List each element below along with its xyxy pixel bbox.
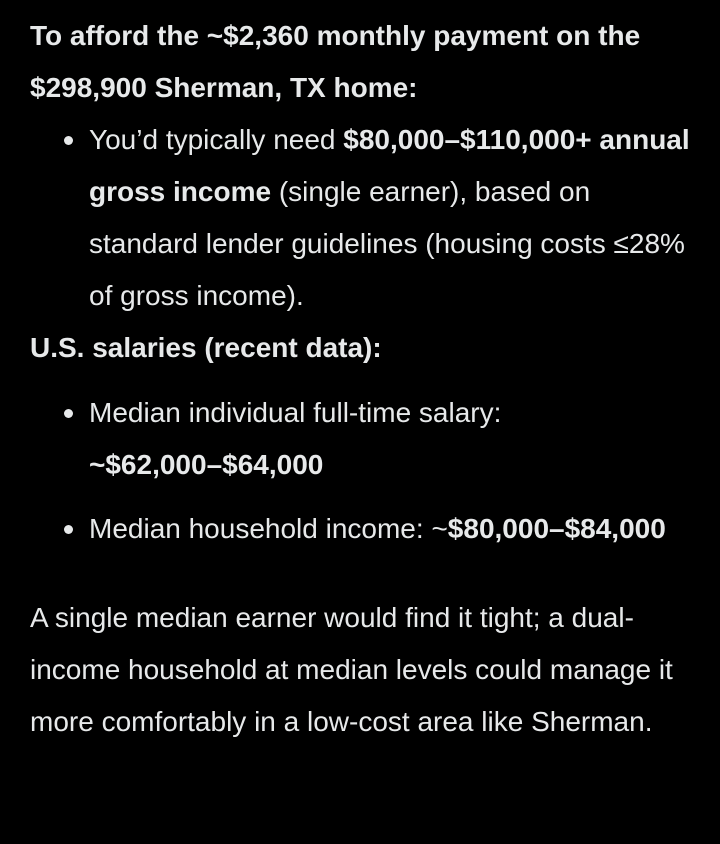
affordability-heading-line1: To afford the ~$2,360 monthly payment on the xyxy=(30,20,641,51)
median-salary-value: ~$62,000–$64,000 xyxy=(89,449,324,480)
salaries-heading: U.S. salaries (recent data): xyxy=(30,332,382,363)
affordability-list xyxy=(30,114,690,322)
list-item xyxy=(30,503,690,555)
income-requirement-range: $80,000–$110,000+ annual gross income xyxy=(89,124,690,207)
income-requirement-suffix: (single earner), based on standard lender guidelines (housing costs ≤28% of gross income). xyxy=(89,176,685,311)
median-household-label: Median household income: ~ xyxy=(89,513,448,544)
list-item xyxy=(30,387,690,491)
affordability-heading xyxy=(30,10,690,114)
bullet-dot xyxy=(64,525,73,534)
median-household-value: $80,000–$84,000 xyxy=(447,513,666,544)
median-salary-label: Median individual full-time salary: xyxy=(89,397,502,428)
income-requirement-prefix: You’d typically need xyxy=(89,124,344,155)
conclusion-paragraph: A single median earner would find it tight; a dual-income household at median levels could manage it more comfortably in a low-cost area like Sherman. xyxy=(30,602,673,737)
list-item xyxy=(30,114,690,322)
affordability-heading-line2: $298,900 Sherman, TX home: xyxy=(30,72,418,103)
bullet-dot xyxy=(64,409,73,418)
bullet-dot xyxy=(64,136,73,145)
salaries-list xyxy=(30,387,690,555)
